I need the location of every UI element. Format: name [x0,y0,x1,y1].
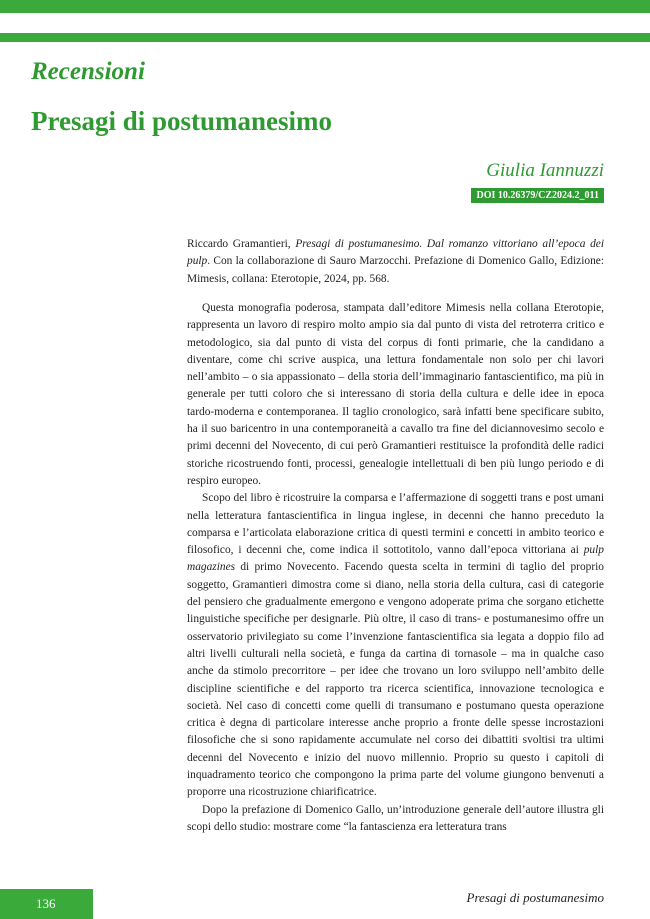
biblio-details: . Con la collaborazione di Sauro Marzocchi. Prefazione di Domenico Gallo, Edizione: Mimesis, collana: Eterotopie, 2024, pp. 568. [187,255,604,285]
bibliographic-reference [187,236,604,288]
doi-badge[interactable]: DOI 10.26379/CZ2024.2_011 [471,188,604,203]
biblio-author: Riccardo Gramantieri, [187,238,296,250]
page-number: 136 [36,896,56,911]
running-title: Presagi di postumanesimo [466,890,604,905]
biblio-paragraph [187,236,604,288]
paragraph-2 [187,490,604,801]
page-number-box [0,889,93,919]
review-body [187,300,604,836]
biblio-book-title: Presagi di postumanesimo. Dal romanzo vittoriano all’epoca dei pulp [187,238,604,268]
paragraph-2-end: di primo Novecento. Facendo questa scelta in termini di taglio del proprio soggetto, Gramantieri dimostra come si diano, nella storia della cultura, casi di categorie del pensiero che gradualmente emergono e vengono adoperate prima che sorgano etichette linguistiche specifiche per designarle. Più oltre, il caso di trans- e postumanesimo offre un osservatorio privilegiato su come l’invenzione fantascientifica sia legata a doppio filo ad altri livelli culturali nella società, e funga da cartina di tornasole – ma in qualche caso anche da stimolo precorritore – per idee che trovano un loro sviluppo nell’ambito delle discipline scientifiche e del rapporto tra ricerca scientifica, innovazione tecnologica e società. Nel caso di concetti come quelli di transumano e postumano questa operazione critica è degna di particolare interesse anche proprio a fronte delle spesse incrostazioni filosofiche che si sono rapidamente accumulate nel corso dei dibattiti svoltisi tra ultimi decenni del Novecento e inizio del nuovo millennio. Proprio su questo i capitoli di inquadramento teorico che compongono la prima parte del volume giungono benvenuti a proporre una ricostruzione chiarificatrice. [187,561,604,799]
paragraph-1: Questa monografia poderosa, stampata dall’editore Mimesis nella collana Eterotopie, rappresenta un lavoro di respiro molto ampio sia dal punto di vista del retroterra critico e metodologico, sia dal punto di vista del corpus di fonti primarie, che la candidano a diventare, come chi scrive auspica, una lettura fondamentale non solo per chi lavori nell’ambito – o sia appassionato – della storia dell’immaginario fantascientifico, ma più in generale per tutti coloro che si interessano di storia della cultura e delle idee in epoca tardo-moderna e contemporanea. Il taglio cronologico, sarà infatti bene specificare subito, ha il suo baricentro in una contemporaneità a cavallo tra fine del diciannovesimo secolo e primi decenni del Novecento, di cui però Gramantieri restituisce la profondità delle radici storiche ricostruendo fonti, processi, genealogie intellettuali di ben più lungo periodo e di respiro europeo. [187,302,604,487]
author-name: Giulia Iannuzzi [486,160,604,181]
section-label: Recensioni [31,58,145,85]
top-color-bar [0,0,650,13]
top-color-bar-secondary [0,33,650,42]
pulp-magazines-italic: pulp magazines [187,544,604,574]
paragraph-3: Dopo la prefazione di Domenico Gallo, un’introduzione generale dell’autore illustra gli scopi dello studio: mostrare come “la fantascienza era letteratura trans [187,803,604,833]
paragraph-2-start: Scopo del libro è ricostruire la comparsa e l’affermazione di soggetti trans e post umani nella letteratura fantascientifica in lingua inglese, in decenni che hanno preceduto la comparsa e l’articolata elaborazione critica di questi termini e concetti in ambito teorico e filosofico, i decenni che, come indica il sottotitolo, vanno dall’epoca vittoriana ai [187,492,604,557]
article-title: Presagi di postumanesimo [31,106,333,136]
